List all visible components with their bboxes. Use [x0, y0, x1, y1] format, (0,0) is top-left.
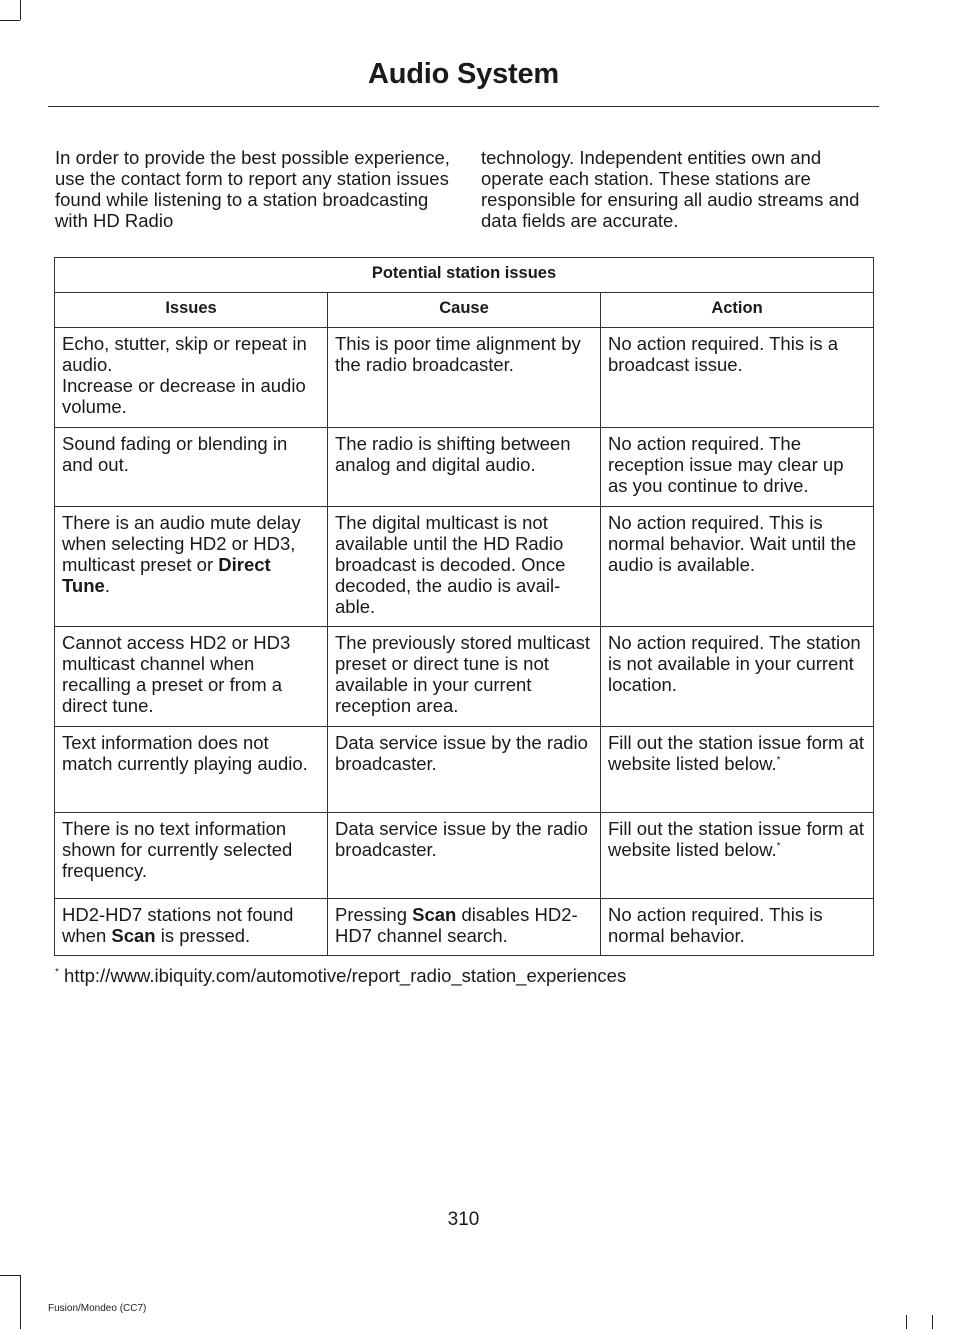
action-cell: No action required. The reception issue may clear up as you continue to drive.	[601, 428, 874, 507]
crop-mark	[20, 0, 21, 20]
action-cell: No action required. The station is not available in your current location.	[601, 627, 874, 727]
issue-cell	[55, 328, 328, 428]
crop-mark	[0, 1275, 20, 1276]
issue-cell: Text information does not match currently playing audio.	[55, 727, 328, 813]
cause-text: Pressing	[335, 904, 413, 925]
crop-mark	[0, 20, 20, 21]
table-caption-row	[55, 258, 874, 293]
issue-text: is pressed.	[155, 925, 251, 946]
issue-text: There is an audio mute delay when selecting HD2 or HD3, multicast preset or	[62, 512, 301, 575]
cause-cell	[328, 899, 601, 956]
scan-label: Scan	[111, 925, 156, 946]
table-row	[55, 727, 874, 813]
title-divider	[48, 106, 879, 107]
crop-mark	[906, 1315, 907, 1329]
cause-text: disables HD2-HD7 channel search.	[335, 904, 578, 946]
footnote-mark: *	[776, 840, 781, 852]
cause-cell: The radio is shifting between analog and digital audio.	[328, 428, 601, 507]
footnote-mark: *	[55, 966, 59, 978]
action-text: Fill out the station issue form at website listed below.	[608, 818, 865, 860]
action-cell	[601, 727, 874, 813]
table-row	[55, 328, 874, 428]
issue-text: HD2-HD7 stations not found when	[62, 904, 294, 946]
table-row	[55, 899, 874, 956]
cause-cell: Data service issue by the radio broadcaster.	[328, 813, 601, 899]
issue-cell: Cannot access HD2 or HD3 multicast channel when recalling a preset or from a direct tune.	[55, 627, 328, 727]
scan-label: Scan	[412, 904, 457, 925]
cause-cell: Data service issue by the radio broadcaster.	[328, 727, 601, 813]
footnote-mark: *	[776, 754, 781, 766]
footnote	[55, 964, 873, 988]
table-caption: Potential station issues	[55, 258, 874, 293]
cause-cell: The previously stored multicast preset or direct tune is not available in your current reception area.	[328, 627, 601, 727]
crop-mark	[20, 1275, 21, 1329]
direct-tune-label: Direct Tune	[62, 554, 271, 596]
table-header-row	[55, 293, 874, 328]
action-cell: No action required. This is normal behavior. Wait until the audio is available.	[601, 507, 874, 627]
action-cell: No action required. This is a broadcast issue.	[601, 328, 874, 428]
table-row	[55, 507, 874, 627]
intro-right-column: technology. Independent entities own and operate each station. These stations are responsible for ensuring all audio streams and data fields are accurate.	[481, 147, 860, 231]
action-text: Fill out the station issue form at website listed below.	[608, 732, 865, 774]
column-header-issues: Issues	[55, 293, 328, 328]
cause-cell: This is poor time alignment by the radio broadcaster.	[328, 328, 601, 428]
intro-left-column: In order to provide the best possible experience, use the contact form to report any station issues found while listening to a station broadcasting with HD Radio	[55, 147, 450, 231]
table-row	[55, 428, 874, 507]
issue-cell	[55, 899, 328, 956]
issue-cell	[55, 507, 328, 627]
action-cell: No action required. This is normal behavior.	[601, 899, 874, 956]
issue-cell: Sound fading or blending in and out.	[55, 428, 328, 507]
issue-cell: There is no text information shown for currently selected frequency.	[55, 813, 328, 899]
page-title: Audio System	[368, 58, 559, 90]
footnote-url: http://www.ibiquity.com/automotive/report_radio_station_experiences	[58, 965, 627, 986]
table-row	[55, 813, 874, 899]
issue-text: .	[104, 575, 110, 596]
column-header-cause: Cause	[328, 293, 601, 328]
issue-text: Echo, stutter, skip or repeat in audio.	[62, 333, 307, 375]
issue-text: Increase or decrease in audio volume.	[62, 375, 306, 417]
station-issues-table	[54, 257, 874, 956]
document-id: Fusion/Mondeo (CC7)	[48, 1303, 147, 1314]
action-cell	[601, 813, 874, 899]
table-row	[55, 627, 874, 727]
intro-text	[55, 147, 873, 231]
crop-mark	[932, 1315, 933, 1329]
page-number: 310	[447, 1209, 480, 1230]
column-header-action: Action	[601, 293, 874, 328]
cause-cell: The digital multicast is not available until the HD Radio broadcast is decoded. Once decoded, the audio is avail-able.	[328, 507, 601, 627]
